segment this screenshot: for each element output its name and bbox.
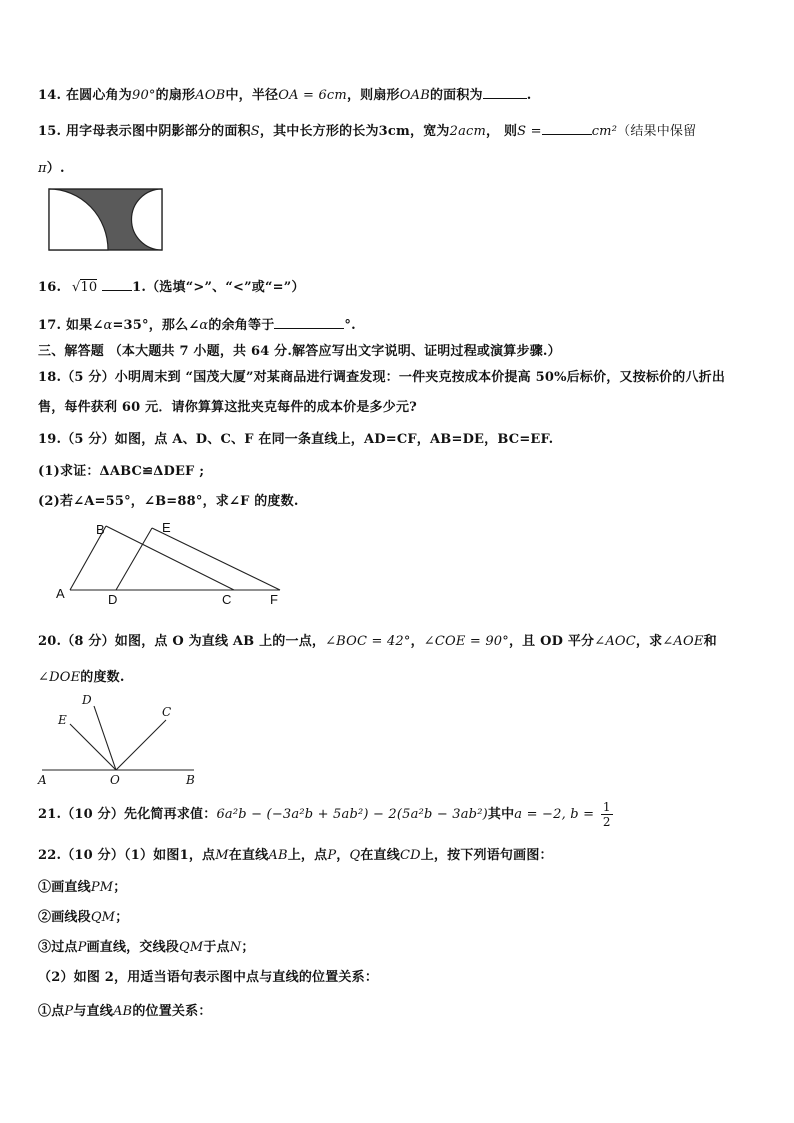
question-20: 20.（8 分）如图，点 O 为直线 AB 上的一点，∠BOC = 42°，∠COE = 90°，且 OD 平分∠AOC，求∠AOE和 xyxy=(38,634,717,649)
shaded-area-figure xyxy=(48,188,164,252)
label-C: C xyxy=(222,592,232,607)
label-O: O xyxy=(110,773,120,787)
question-22-step2: ②画线段QM； xyxy=(38,910,129,925)
question-22-part2-step1: ①点P与直线AB的位置关系： xyxy=(38,1004,212,1019)
angles-figure xyxy=(34,692,204,790)
question-number: 17. xyxy=(38,318,62,333)
label-A: A xyxy=(38,773,47,787)
section-heading: 三、解答题 （本大题共 7 小题，共 64 分.解答应写出文字说明、证明过程或演算步骤.） xyxy=(38,344,561,359)
label-E: E xyxy=(162,520,171,535)
question-22-part2: （2）如图 2，用适当语句表示图中点与直线的位置关系： xyxy=(38,970,379,985)
label-D: D xyxy=(108,592,118,607)
fraction: $\frac{1}{2}$ xyxy=(602,800,611,829)
question-number: 19. xyxy=(38,432,62,447)
triangles-figure xyxy=(52,518,292,610)
label-A: A xyxy=(56,586,65,601)
question-number: 22. xyxy=(38,848,62,863)
question-number: 15. xyxy=(38,124,62,139)
question-18-line2: 售，每件获利 60 元．请你算算这批夹克每件的成本价是多少元? xyxy=(38,400,417,415)
answer-blank[interactable] xyxy=(274,316,344,329)
label-B: B xyxy=(96,522,105,537)
question-21: 21.（10 分）先化简再求值：6a²b − (−3a²b + 5ab²) − 2(5a²b − 3ab²)其中a = −2, b = $\frac{1}{2}$ xyxy=(38,800,611,829)
question-number: 14. xyxy=(38,88,62,103)
question-number: 16. xyxy=(38,280,62,295)
question-number: 20. xyxy=(38,634,62,649)
label-B: B xyxy=(186,773,195,787)
question-18: 18.（5 分）小明周末到 “国茂大厦”对某商品进行调查发现：一件夹克按成本价提高 50%后标价，又按标价的八折出 xyxy=(38,370,726,385)
question-15: 15. 用字母表示图中阴影部分的面积S，其中长方形的长为3cm，宽为2acm， 则S = cm²（结果中保留 xyxy=(38,124,697,139)
question-17: 17. 如果∠α=35°，那么∠α的余角等于 °. xyxy=(38,318,356,333)
question-19-part1: (1)求证：ΔABC≌ΔDEF ; xyxy=(38,464,205,479)
question-19-part2: (2)若∠A=55°，∠B=88°，求∠F 的度数. xyxy=(38,494,299,509)
answer-blank[interactable] xyxy=(483,86,527,99)
answer-blank[interactable] xyxy=(542,122,592,135)
question-number: 18. xyxy=(38,370,62,385)
question-16: 16. √10 1.（选填“>”、“<”或“=”） xyxy=(38,280,305,295)
question-19: 19.（5 分）如图，点 A、D、C、F 在同一条直线上，AD=CF，AB=DE，BC=EF. xyxy=(38,432,554,447)
label-D: D xyxy=(82,693,92,707)
question-number: 21. xyxy=(38,807,62,822)
label-E: E xyxy=(58,713,67,727)
sqrt-expression: √10 xyxy=(71,280,98,295)
question-22-step1: ①画直线PM； xyxy=(38,880,127,895)
question-22-step3: ③过点P画直线，交线段QM于点N； xyxy=(38,940,255,955)
answer-blank[interactable] xyxy=(102,278,132,291)
label-F: F xyxy=(270,592,278,607)
question-14: 14. 在圆心角为90°的扇形AOB中，半径OA = 6cm，则扇形OAB的面积为 . xyxy=(38,88,532,103)
question-15-line2: π）. xyxy=(38,161,65,176)
label-C: C xyxy=(162,705,172,719)
question-22: 22.（10 分）（1）如图1，点M在直线AB上，点P，Q在直线CD上，按下列语句画图： xyxy=(38,848,553,863)
question-20-line2: ∠DOE的度数. xyxy=(38,670,125,685)
